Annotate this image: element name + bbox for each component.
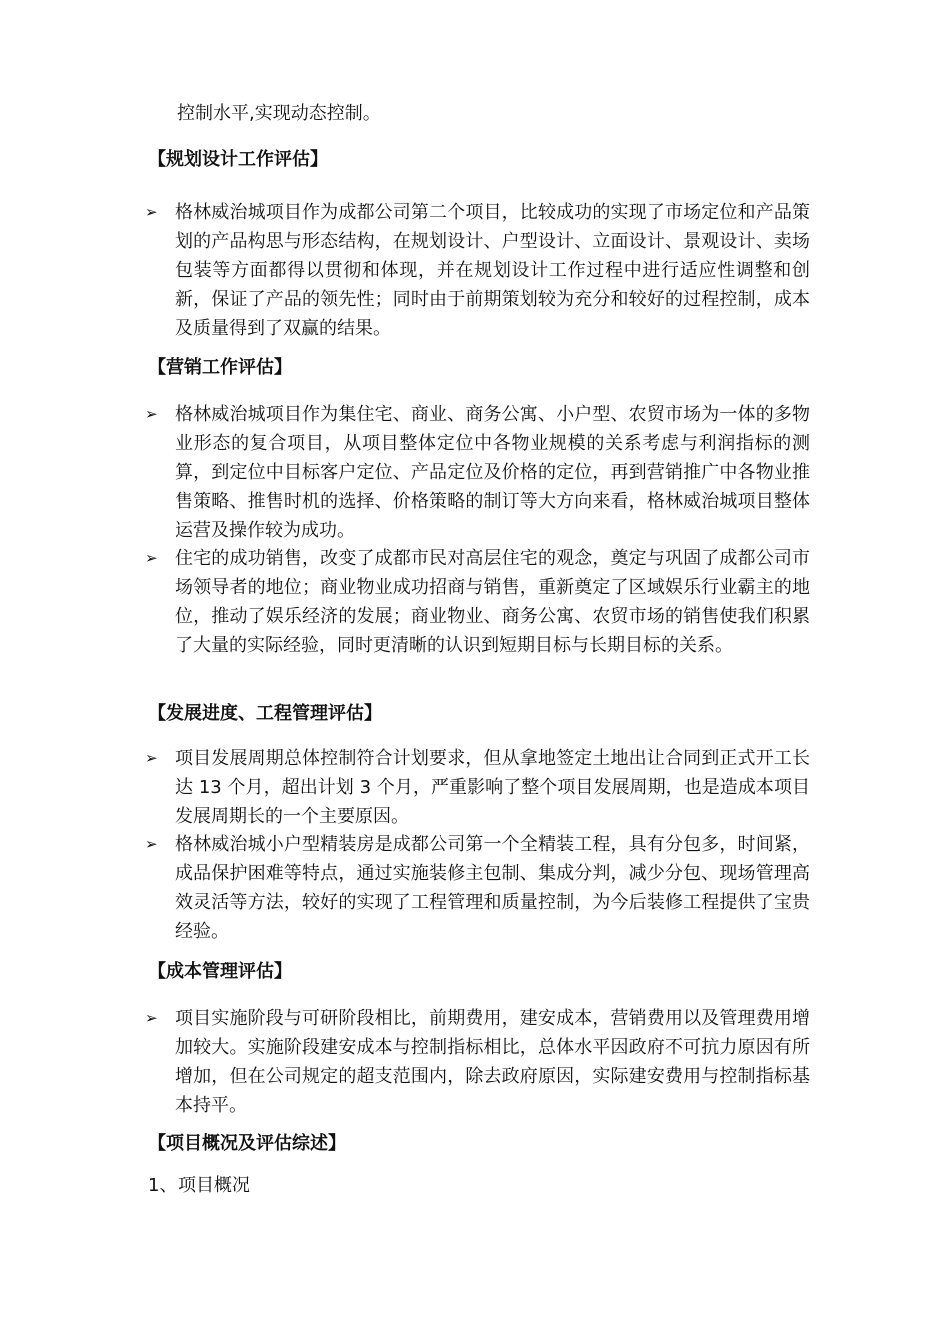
arrow-bullet-icon: ➢ <box>145 1009 158 1027</box>
bullet-text: 项目发展周期总体控制符合计划要求，但从拿地签定土地出让合同到正式开工长达 13 个月，超出计划 3 个月，严重影响了整个项目发展周期，也是造成本项目发展周期长的一个主要原因。 <box>175 748 810 827</box>
bullet-item <box>145 744 810 831</box>
arrow-bullet-icon: ➢ <box>145 203 158 221</box>
section-heading-marketing: 【营销工作评估】 <box>148 357 292 378</box>
bullet-item <box>145 400 810 545</box>
bullet-item <box>145 830 810 946</box>
arrow-bullet-icon: ➢ <box>145 835 158 853</box>
bullet-text: 项目实施阶段与可研阶段相比，前期费用，建安成本，营销费用以及管理费用增加较大。实施阶段建安成本与控制指标相比，总体水平因政府不可抗力原因有所增加，但在公司规定的超支范围内，除去政府原因，实际建安费用与控制指标基本持平。 <box>175 1008 810 1116</box>
bullet-text: 住宅的成功销售，改变了成都市民对高层住宅的观念，奠定与巩固了成都公司市场领导者的地位；商业物业成功招商与销售，重新奠定了区域娱乐行业霸主的地位，推动了娱乐经济的发展；商业物业、商务公寓、农贸市场的销售使我们积累了大量的实际经验，同时更清晰的认识到短期目标与长期目标的关系。 <box>175 548 810 656</box>
bullet-text: 格林威治城小户型精装房是成都公司第一个全精装工程，具有分包多，时间紧，成品保护困难等特点，通过实施装修主包制、集成分判，减少分包、现场管理高效灵活等方法，较好的实现了工程管理和质量控制，为今后装修工程提供了宝贵经验。 <box>175 834 810 942</box>
section-heading-cost-management: 【成本管理评估】 <box>148 961 292 982</box>
section-heading-progress-engineering: 【发展进度、工程管理评估】 <box>148 703 382 724</box>
bullet-text: 格林威治城项目作为成都公司第二个项目，比较成功的实现了市场定位和产品策划的产品构思与形态结构，在规划设计、户型设计、立面设计、景观设计、卖场包装等方面都得以贯彻和体现，并在规划设计工作过程中进行适应性调整和创新，保证了产品的领先性；同时由于前期策划较为充分和较好的过程控制，成本及质量得到了双赢的结果。 <box>175 202 810 339</box>
arrow-bullet-icon: ➢ <box>145 405 158 423</box>
bullet-text: 格林威治城项目作为集住宅、商业、商务公寓、小户型、农贸市场为一体的多物业形态的复合项目，从项目整体定位中各物业规模的关系考虑与利润指标的测算，到定位中目标客户定位、产品定位及价格的定位，再到营销推广中各物业推售策略、推售时机的选择、价格策略的制订等大方向来看，格林威治城项目整体运营及操作较为成功。 <box>175 404 810 541</box>
item-label: 项目概况 <box>178 1175 250 1196</box>
bullet-item <box>145 198 810 343</box>
continuation-text: 控制水平,实现动态控制。 <box>177 103 381 124</box>
section-heading-planning-design: 【规划设计工作评估】 <box>148 149 328 170</box>
arrow-bullet-icon: ➢ <box>145 549 158 567</box>
section-heading-project-overview: 【项目概况及评估综述】 <box>148 1133 346 1154</box>
numbered-item <box>148 1172 250 1200</box>
bullet-item <box>145 1004 810 1120</box>
bullet-item <box>145 544 810 660</box>
item-number: 1、 <box>148 1175 178 1196</box>
arrow-bullet-icon: ➢ <box>145 749 158 767</box>
